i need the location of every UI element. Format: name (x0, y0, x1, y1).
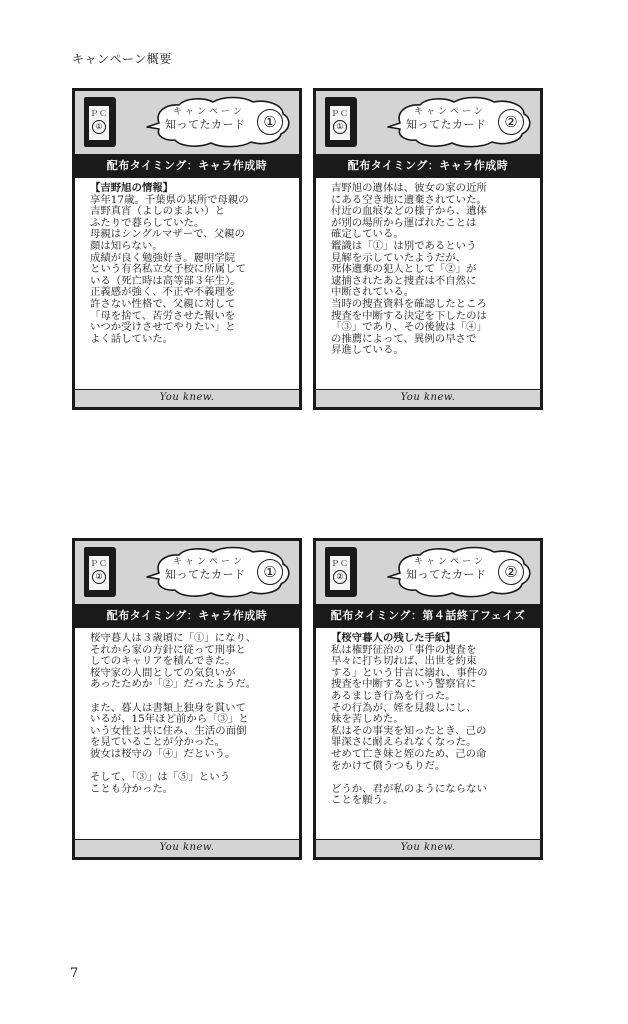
card-text-line: 「母を捨て、苦労させた報いを (90, 309, 236, 322)
card-text-line: いる（死亡時は高等部３年生）。 (90, 274, 241, 287)
card-footer: You knew. (75, 839, 299, 857)
card-blank-line (331, 772, 528, 784)
card-text-line: 付近の血痕などの様子から、遺体 (331, 205, 487, 218)
bubble-card-label: 知ってたカード (406, 568, 487, 581)
bubble-campaign-label: キャンペーン (173, 557, 245, 567)
card-number-badge: ② (498, 559, 524, 585)
campaign-card (72, 538, 302, 860)
card-footer: You knew. (75, 389, 299, 407)
card-body (316, 178, 540, 389)
pc-number: ① (92, 120, 106, 134)
campaign-card (72, 88, 302, 410)
card-text-line: その行為が、姪を見殺しにし、 (331, 701, 477, 714)
card-header (75, 541, 299, 604)
card-text-line: 吉野旭の遺体は、彼女の家の近所 (331, 182, 487, 194)
card-text-line: 妹を苦しめた。 (331, 713, 404, 726)
book-icon (84, 547, 116, 597)
bubble-card-label: 知ってたカード (165, 568, 246, 581)
card-text-line: 桜守家の人間としての気負いが (90, 666, 236, 679)
card-text-line: また、暮人は書類上独身を貫いて (90, 701, 246, 714)
card-text-line: いう女性と共に住み、生活の面倒 (90, 724, 247, 737)
card-text-line: ことを願う。 (331, 794, 394, 807)
pc-number: ② (333, 570, 347, 584)
card-text-line: いつか受けさせてやりたい」と (90, 321, 236, 334)
card-text-line: 鑑識は「①」は別であるという (331, 239, 477, 252)
card-text-line: してのキャリアを積んできた。 (90, 655, 236, 668)
campaign-card (313, 88, 543, 410)
card-text-line: 許さない性格で、父親に対して (90, 297, 236, 310)
card-text-line: それから家の方針に従って刑事と (90, 643, 246, 656)
card-text-line: 「③」であり、その後彼は「④」 (331, 321, 487, 334)
card-blank-line (90, 691, 287, 703)
bubble-campaign-label: キャンペーン (173, 107, 245, 117)
distribution-timing: 配布タイミング：キャラ作成時 (75, 154, 299, 178)
card-text-line: 母親はシングルマザーで、父親の (90, 228, 245, 241)
card-text-line: 中断されている。 (331, 286, 415, 299)
card-text-line: 私はその事実を知ったとき、己の (331, 724, 487, 737)
card-footer: You knew. (316, 839, 540, 857)
card-text-line: 捜査を中断する決定を下したのは (331, 309, 487, 322)
card-text-line: をかけて償うつもりだ。 (331, 759, 446, 772)
book-icon (84, 97, 116, 147)
card-text-line: そして、「③」は「⑤」という (90, 771, 231, 784)
card-text-line: にある空き地に遺棄されていた。 (331, 193, 487, 206)
card-text-line: 罪深さに耐えられなくなった。 (331, 736, 477, 749)
card-text-line: よく話していた。 (90, 332, 174, 345)
card-text-line: の推薦によって、異例の早さで (331, 332, 477, 345)
card-text-line: する」という甘言に溺れ、事件の (331, 666, 488, 679)
pc-label: ＰＣ (90, 559, 108, 568)
card-text-line: あったためか「②」だったようだ。 (90, 678, 257, 691)
pc-label: ＰＣ (331, 109, 349, 118)
bubble-card-label: 知ってたカード (165, 118, 246, 131)
card-text-line: 当時の捜査資料を確認したところ (331, 297, 487, 310)
card-text-line: 昇進している。 (331, 344, 404, 357)
card-text-line: 成績が良く勉強好き。麗明学院 (90, 251, 236, 264)
card-text-line: 早々に打ち切れば、出世を約束 (331, 655, 477, 668)
card-body (75, 628, 299, 839)
page-number: 7 (70, 966, 79, 981)
card-text-line: ふたりで暮らしていた。 (90, 216, 205, 229)
card-text-line: あるまじき行為を行った。 (331, 689, 456, 702)
card-text-line: 【吉野旭の情報】 (90, 182, 174, 194)
card-number-badge: ① (257, 109, 283, 135)
card-text-line: 確定している。 (331, 228, 404, 241)
card-header (75, 91, 299, 154)
card-text-line: が別の場所から運ばれたことは (331, 216, 477, 229)
card-text-line: 吉野真宵（よしのまよい）と (90, 205, 226, 218)
card-text-line: 彼女は桜守の「④」だという。 (90, 747, 236, 760)
card-number-badge: ① (257, 559, 283, 585)
pc-number: ② (92, 570, 106, 584)
card-text-line: 私は権野征治の「事件の捜査を (331, 643, 477, 656)
card-header (316, 91, 540, 154)
pc-label: ＰＣ (90, 109, 108, 118)
card-text-line: 逮捕されたあと捜査は不自然に (331, 274, 477, 287)
card-number-badge: ② (498, 109, 524, 135)
card-text-line: という有名私立女子校に所属して (90, 263, 246, 276)
card-body (316, 628, 540, 839)
page-title: キャンペーン概要 (72, 52, 172, 66)
card-text-line: を見ていることが分かった。 (90, 736, 226, 749)
card-text-line: ことも分かった。 (90, 782, 174, 795)
card-text-line: 桜守暮人は３歳頃に「①」になり、 (90, 632, 257, 644)
card-text-line: せめて亡き妹と姪のため、己の命 (331, 747, 487, 760)
campaign-card (313, 538, 543, 860)
card-header (316, 541, 540, 604)
card-text-line: いるが、15年ほど前から「③」と (90, 713, 249, 726)
distribution-timing: 配布タイミング：第４話終了フェイズ (316, 604, 540, 628)
card-text-line: 享年17歳。千葉県の某所で母親の (90, 193, 249, 206)
card-text-line: 顔は知らない。 (90, 239, 163, 252)
bubble-card-label: 知ってたカード (406, 118, 487, 131)
distribution-timing: 配布タイミング：キャラ作成時 (75, 604, 299, 628)
pc-label: ＰＣ (331, 559, 349, 568)
card-text-line: 正義感が強く、不正や不義理を (90, 286, 236, 299)
bubble-campaign-label: キャンペーン (414, 107, 486, 117)
card-text-line: 見解を示していたようだが、 (331, 251, 467, 264)
card-text-line: 捜査を中断するという警察官に (331, 678, 477, 691)
card-body (75, 178, 299, 389)
card-footer: You knew. (316, 389, 540, 407)
distribution-timing: 配布タイミング：キャラ作成時 (316, 154, 540, 178)
book-icon (325, 97, 357, 147)
card-text-line: 死体遺棄の犯人として「②」が (331, 263, 477, 276)
book-icon (325, 547, 357, 597)
pc-number: ① (333, 120, 347, 134)
card-text-line: 【桜守暮人の残した手紙】 (331, 632, 456, 644)
card-text-line: どうか、君が私のようにならない (331, 782, 487, 795)
bubble-campaign-label: キャンペーン (414, 557, 486, 567)
